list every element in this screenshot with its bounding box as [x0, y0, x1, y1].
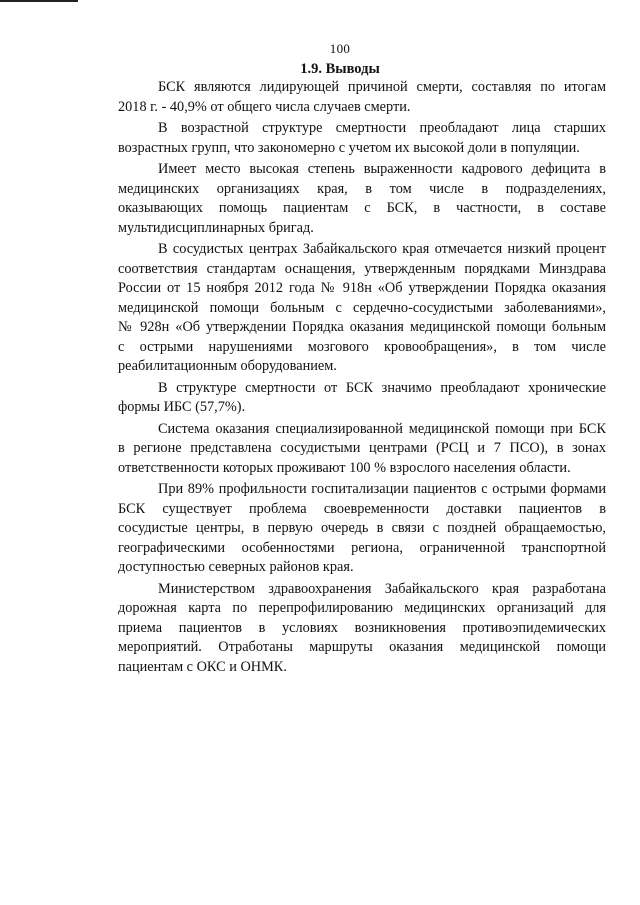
text-line: При 89% профильности госпитализации пациентов с острыми формами: [158, 481, 606, 497]
text-line: БСК являются лидирующей причиной смерти, составляя по итогам: [158, 79, 606, 95]
paragraph: [118, 580, 606, 678]
text-line: дорожная карта по перепрофилированию медицинских организаций для: [118, 600, 606, 616]
text-line: В структуре смертности от БСК значимо преобладают хронические: [158, 379, 606, 396]
text-line: № 928н «Об утверждении Порядка оказания медицинской помощи больным: [118, 319, 606, 335]
paragraph: [118, 379, 606, 418]
text-line: В сосудистых центрах Забайкальского края отмечается низкий процент: [158, 241, 606, 257]
text-line: медицинских организациях края, в том числе в подразделениях,: [118, 180, 606, 197]
text-line: с острыми нарушениями мозгового кровообращения», в том числе: [118, 338, 606, 355]
text-line: БСК существует проблема своевременности доставки пациентов в: [118, 500, 606, 517]
text-line: Имеет место высокая степень выраженности кадрового дефицита в: [158, 161, 606, 177]
paragraph: [118, 240, 606, 377]
paragraph: [118, 119, 606, 158]
text-line: соответствия стандартам оснащения, утвержденным порядками Минздрава: [118, 260, 606, 277]
section-title: 1.9. Выводы: [300, 61, 380, 77]
paragraph: [118, 78, 606, 117]
text-line: мультидисциплинарных бригад.: [118, 219, 314, 236]
text-line: 2018 г. - 40,9% от общего числа случаев смерти.: [118, 98, 411, 115]
text-line: России от 15 ноября 2012 года № 918н «Об утверждении Порядка оказания: [118, 280, 606, 296]
text-line: географическими особенностями региона, ограниченной транспортной: [118, 539, 606, 556]
text-line: медицинской помощи больным с сердечно-сосудистыми заболеваниями»,: [118, 299, 606, 316]
page-number: 100: [329, 41, 351, 56]
text-line: мероприятий. Отработаны маршруты оказания медицинской помощи: [118, 639, 606, 655]
paragraph: [118, 420, 606, 479]
text-line: Министерством здравоохранения Забайкальского края разработана: [158, 580, 606, 597]
text-line: В возрастной структуре смертности преобладают лица старших: [158, 120, 606, 136]
text-line: возрастных групп, что закономерно с учетом их высокой доли в популяции.: [118, 139, 580, 156]
text-line: приема пациентов в условиях возникновения противоэпидемических: [118, 619, 606, 636]
text-line: оказывающих помощь пациентам с БСК, в частности, в составе: [118, 200, 606, 216]
scan-edge-mark: [0, 0, 78, 2]
paragraph: [118, 480, 606, 578]
text-line: Система оказания специализированной медицинской помощи при БСК: [158, 420, 606, 437]
text-line: в регионе представлена сосудистыми центрами (РСЦ и 7 ПСО), в зонах: [118, 440, 606, 456]
document-body: [118, 78, 606, 679]
text-line: формы ИБС (57,7%).: [118, 399, 246, 415]
text-line: сосудистые центры, в первую очередь в связи с поздней обращаемостью,: [118, 520, 606, 536]
text-line: реабилитационным оборудованием.: [118, 358, 337, 374]
text-line: пациентам с ОКС и ОНМК.: [118, 658, 287, 675]
text-line: доступностью северных районов края.: [118, 559, 354, 575]
text-line: ответственности которых проживают 100 % взрослого населения области.: [118, 459, 571, 476]
paragraph: [118, 160, 606, 238]
